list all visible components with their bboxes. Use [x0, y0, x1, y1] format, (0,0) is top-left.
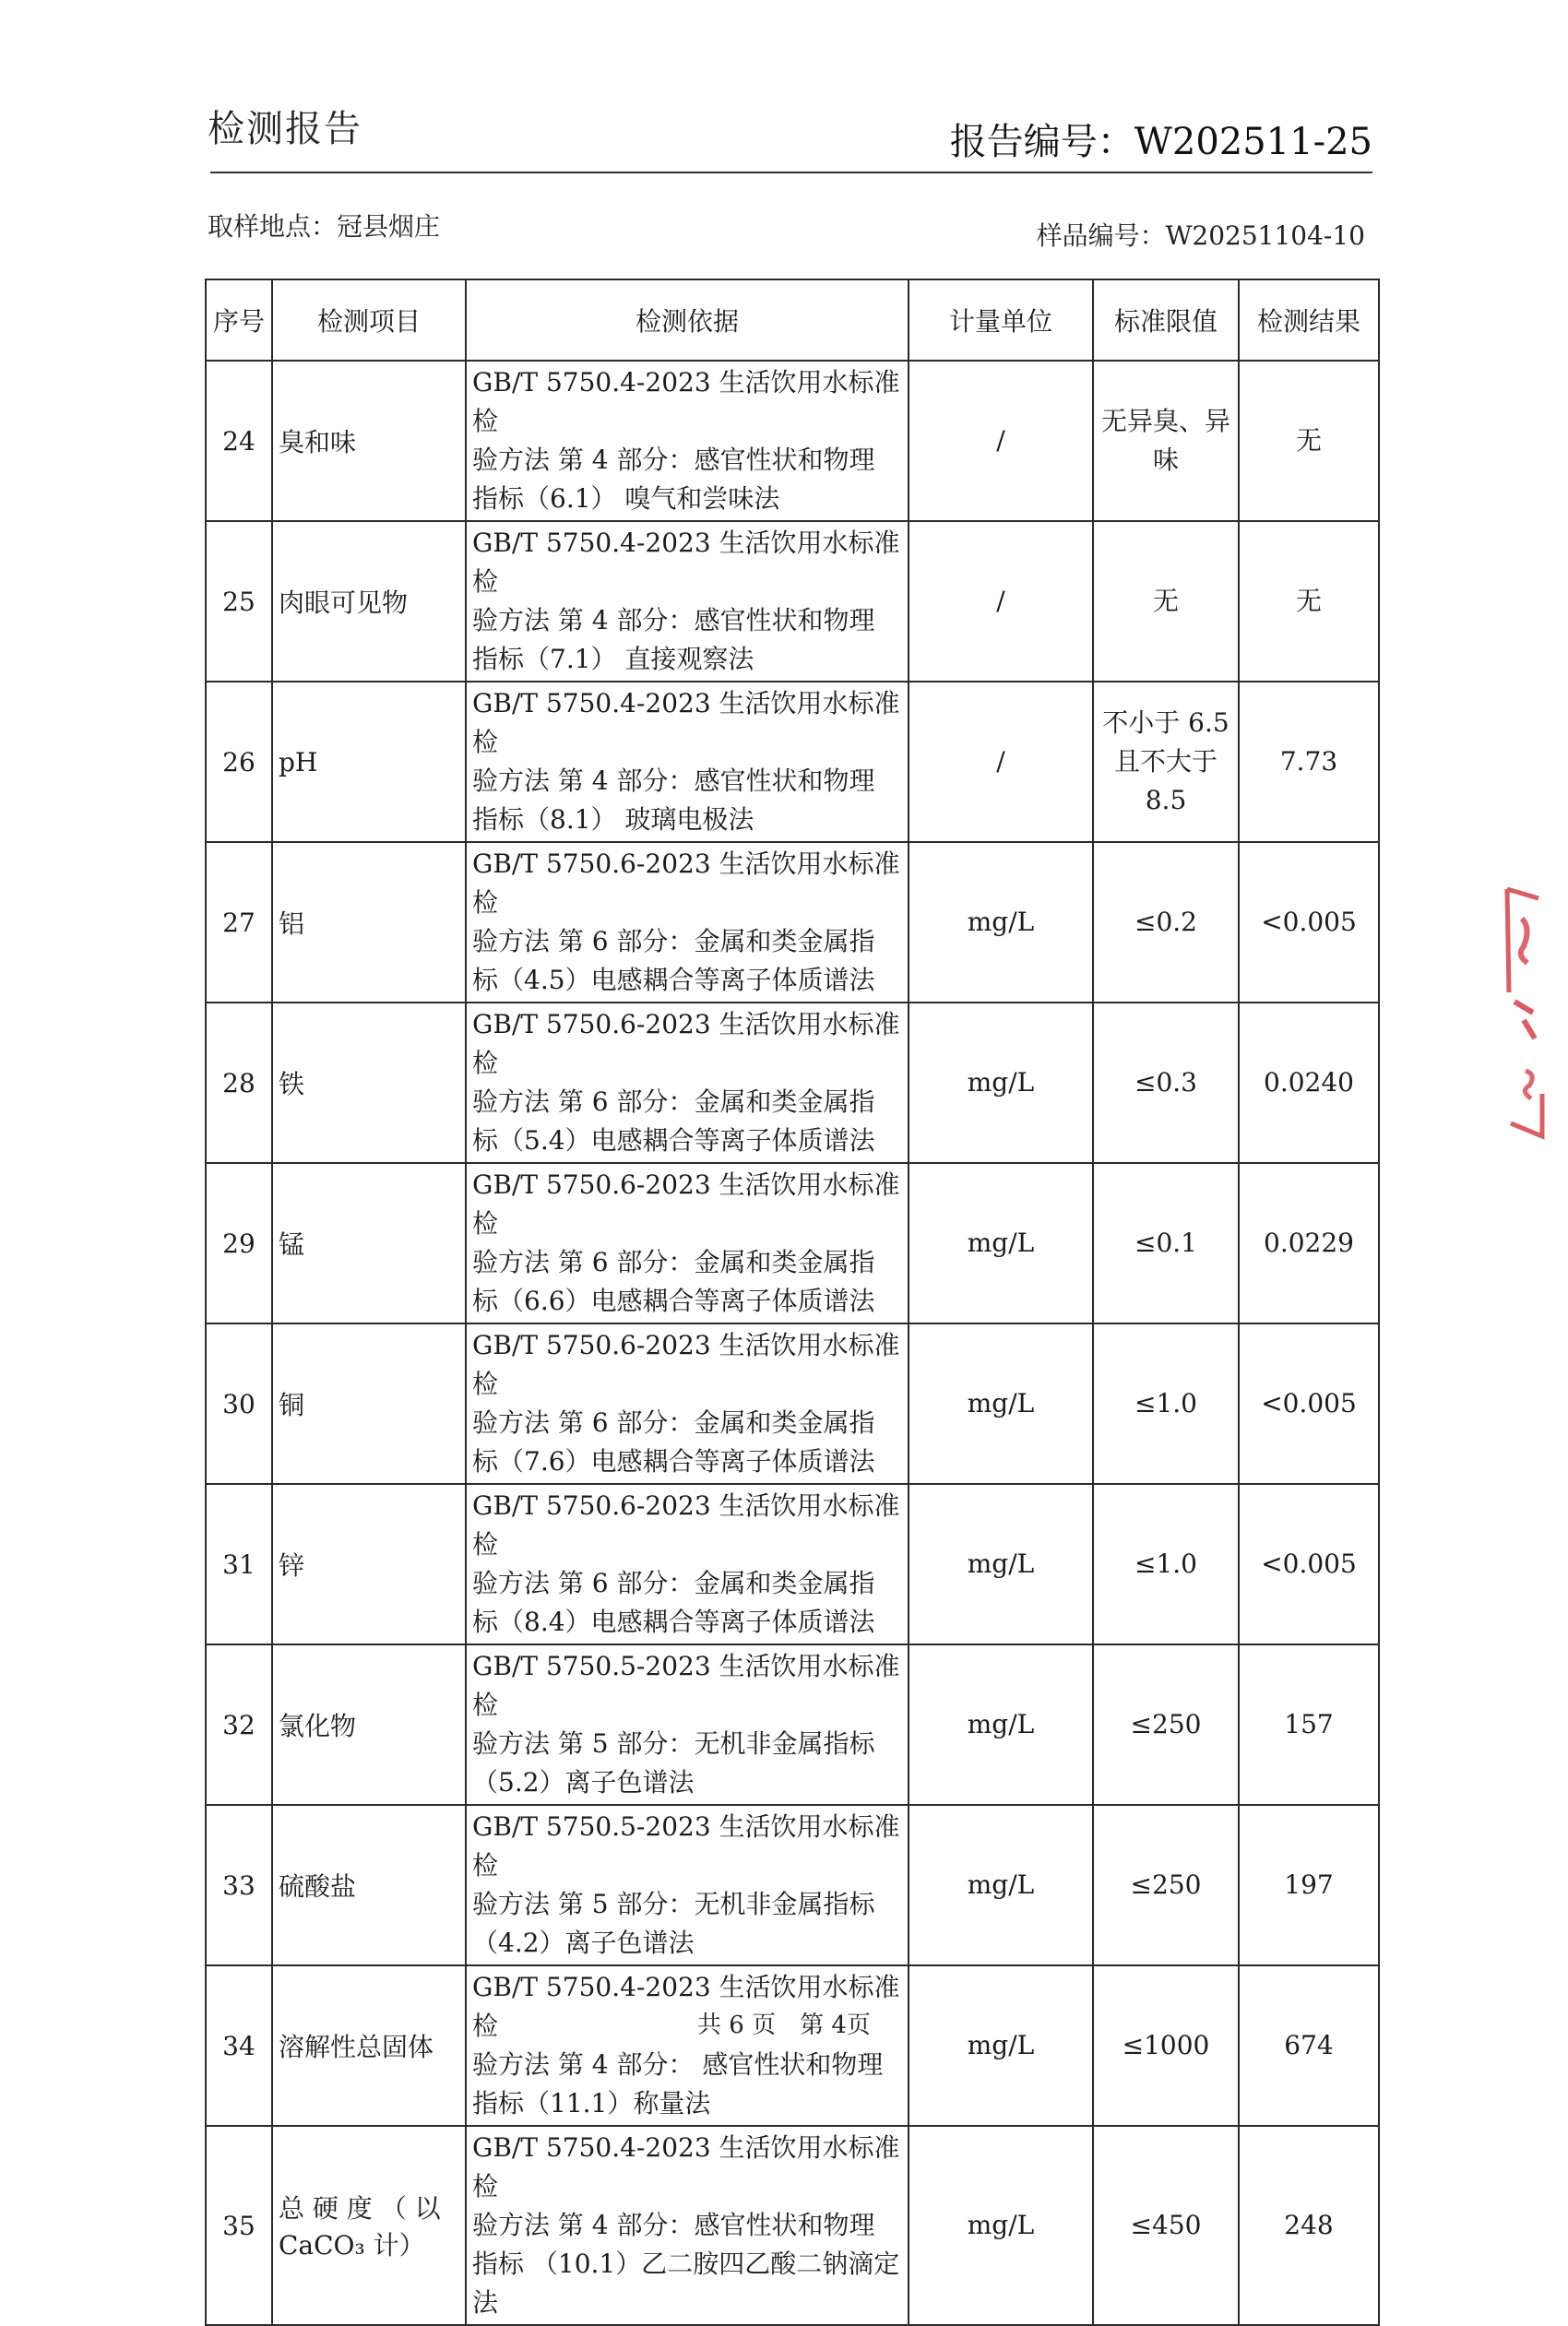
basis-line: 验方法 第 4 部分：感官性状和物理: [472, 445, 875, 475]
limit-line: ≤0.3: [1134, 1067, 1197, 1098]
row-item: 锌: [272, 1484, 466, 1644]
basis-line: GB/T 5750.6-2023 生活饮用水标准检: [472, 1490, 900, 1560]
basis-line: 验方法 第 5 部分：无机非金属指标: [472, 1728, 875, 1759]
row-limit: [1093, 842, 1239, 1003]
row-number: 28: [206, 1003, 272, 1163]
row-unit: mg/L: [909, 1323, 1093, 1484]
table-row: [206, 1965, 1379, 2126]
row-basis: [466, 842, 909, 1003]
row-basis: [466, 1805, 909, 1965]
basis-line: GB/T 5750.4-2023 生活饮用水标准检: [472, 688, 900, 757]
limit-line: ≤1.0: [1134, 1388, 1197, 1418]
limit-line: 味: [1152, 445, 1179, 475]
basis-line: GB/T 5750.4-2023 生活饮用水标准检: [472, 367, 900, 436]
limit-line: ≤0.2: [1134, 907, 1197, 937]
report-number: 报告编号：W202511-25: [949, 121, 1372, 163]
basis-line: GB/T 5750.4-2023 生活饮用水标准检: [472, 1972, 900, 2041]
basis-line: GB/T 5750.6-2023 生活饮用水标准检: [472, 1009, 900, 1078]
basis-line: 验方法 第 4 部分：感官性状和物理: [472, 605, 875, 635]
row-number: 34: [206, 1965, 272, 2126]
sample-number: 样品编号：W20251104-10: [1036, 220, 1365, 251]
row-result: 197: [1239, 1805, 1379, 1965]
row-limit: [1093, 1644, 1239, 1805]
row-unit: mg/L: [909, 1965, 1093, 2126]
row-limit: [1093, 1805, 1239, 1965]
basis-line: 指标 （10.1）乙二胺四乙酸二钠滴定: [472, 2249, 900, 2279]
row-basis: [466, 521, 909, 682]
row-limit: [1093, 682, 1239, 842]
limit-line: ≤1.0: [1134, 1549, 1197, 1579]
row-limit: [1093, 521, 1239, 682]
row-basis: [466, 2126, 909, 2325]
row-result: <0.005: [1239, 1323, 1379, 1484]
row-limit: [1093, 361, 1239, 521]
row-unit: mg/L: [909, 1805, 1093, 1965]
basis-line: 指标（8.1） 玻璃电极法: [472, 804, 754, 835]
row-limit: [1093, 1323, 1239, 1484]
row-result: 0.0229: [1239, 1163, 1379, 1323]
limit-line: ≤0.1: [1134, 1228, 1197, 1258]
row-unit: /: [909, 682, 1093, 842]
header-no: 序号: [206, 279, 272, 361]
basis-line: 验方法 第 6 部分：金属和类金属指: [472, 1568, 875, 1598]
table-row: [206, 1003, 1379, 1163]
limit-line: ≤450: [1130, 2210, 1202, 2240]
limit-line: 不小于 6.5: [1102, 707, 1229, 738]
table-row: [206, 2126, 1379, 2325]
row-result: 无: [1239, 521, 1379, 682]
row-limit: [1093, 1163, 1239, 1323]
basis-line: 标（8.4）电感耦合等离子体质谱法: [472, 1607, 875, 1637]
row-unit: mg/L: [909, 1003, 1093, 1163]
sampling-location: 取样地点：冠县烟庄: [208, 211, 441, 242]
row-result: 7.73: [1239, 682, 1379, 842]
row-number: 24: [206, 361, 272, 521]
limit-line: 且不大于: [1113, 746, 1218, 777]
basis-line: GB/T 5750.4-2023 生活饮用水标准检: [472, 2132, 900, 2201]
basis-line: GB/T 5750.5-2023 生活饮用水标准检: [472, 1811, 900, 1881]
basis-line: 标（5.4）电感耦合等离子体质谱法: [472, 1125, 875, 1156]
basis-line: GB/T 5750.5-2023 生活饮用水标准检: [472, 1651, 900, 1720]
row-item: 铜: [272, 1323, 466, 1484]
table-row: [206, 361, 1379, 521]
row-number: 27: [206, 842, 272, 1003]
basis-line: 验方法 第 4 部分：感官性状和物理: [472, 765, 875, 796]
row-result: 0.0240: [1239, 1003, 1379, 1163]
row-limit: [1093, 2126, 1239, 2325]
limit-line: 无: [1152, 586, 1179, 616]
basis-line: 标（4.5）电感耦合等离子体质谱法: [472, 965, 875, 995]
row-result: <0.005: [1239, 842, 1379, 1003]
row-number: 26: [206, 682, 272, 842]
table-header-row: [206, 279, 1379, 361]
row-basis: [466, 1323, 909, 1484]
basis-line: 验方法 第 6 部分：金属和类金属指: [472, 1247, 875, 1277]
row-item: 锰: [272, 1163, 466, 1323]
row-basis: [466, 1965, 909, 2126]
row-item: 肉眼可见物: [272, 521, 466, 682]
header-basis: 检测依据: [466, 279, 909, 361]
limit-line: ≤250: [1130, 1869, 1202, 1900]
page-footer: 共 6 页 第 4页: [697, 2012, 871, 2039]
basis-line: 验方法 第 5 部分：无机非金属指标: [472, 1889, 875, 1919]
table-row: [206, 1805, 1379, 1965]
table-row: [206, 842, 1379, 1003]
limit-line: 无异臭、异: [1100, 406, 1230, 436]
basis-line: 法: [472, 2287, 499, 2318]
basis-line: （4.2）离子色谱法: [472, 1928, 695, 1958]
row-result: <0.005: [1239, 1484, 1379, 1644]
basis-line: 标（6.6）电感耦合等离子体质谱法: [472, 1286, 875, 1316]
row-number: 29: [206, 1163, 272, 1323]
basis-line: 指标（6.1） 嗅气和尝味法: [472, 483, 780, 514]
basis-line: 标（7.6）电感耦合等离子体质谱法: [472, 1446, 875, 1477]
row-item: 硫酸盐: [272, 1805, 466, 1965]
row-unit: /: [909, 361, 1093, 521]
row-number: 35: [206, 2126, 272, 2325]
row-result: 无: [1239, 361, 1379, 521]
basis-line: GB/T 5750.6-2023 生活饮用水标准检: [472, 1169, 900, 1239]
basis-line: 验方法 第 6 部分：金属和类金属指: [472, 1407, 875, 1438]
basis-line: 指标（7.1） 直接观察法: [472, 644, 754, 674]
row-unit: mg/L: [909, 842, 1093, 1003]
row-basis: [466, 1484, 909, 1644]
row-unit: mg/L: [909, 1644, 1093, 1805]
limit-line: ≤250: [1130, 1709, 1202, 1739]
row-basis: [466, 1003, 909, 1163]
basis-line: GB/T 5750.4-2023 生活饮用水标准检: [472, 528, 900, 597]
row-number: 32: [206, 1644, 272, 1805]
row-number: 25: [206, 521, 272, 682]
header-item: 检测项目: [272, 279, 466, 361]
report-title: 检测报告: [208, 108, 362, 150]
row-result: 674: [1239, 1965, 1379, 2126]
header-result: 检测结果: [1239, 279, 1379, 361]
row-number: 33: [206, 1805, 272, 1965]
row-unit: mg/L: [909, 1484, 1093, 1644]
row-item: 氯化物: [272, 1644, 466, 1805]
basis-line: GB/T 5750.6-2023 生活饮用水标准检: [472, 849, 900, 918]
row-basis: [466, 361, 909, 521]
row-unit: mg/L: [909, 2126, 1093, 2325]
row-item: 铁: [272, 1003, 466, 1163]
row-unit: mg/L: [909, 1163, 1093, 1323]
header-unit: 计量单位: [909, 279, 1093, 361]
row-result: 248: [1239, 2126, 1379, 2325]
row-item: 臭和味: [272, 361, 466, 521]
row-basis: [466, 1163, 909, 1323]
basis-line: 验方法 第 6 部分：金属和类金属指: [472, 1086, 875, 1117]
table-row: [206, 1323, 1379, 1484]
table-row: [206, 682, 1379, 842]
row-basis: [466, 682, 909, 842]
row-item: 溶解性总固体: [272, 1965, 466, 2126]
row-unit: /: [909, 521, 1093, 682]
basis-line: （5.2）离子色谱法: [472, 1767, 695, 1798]
row-limit: [1093, 1484, 1239, 1644]
row-limit: [1093, 1965, 1239, 2126]
table-row: [206, 1484, 1379, 1644]
basis-line: GB/T 5750.6-2023 生活饮用水标准检: [472, 1330, 900, 1399]
row-limit: [1093, 1003, 1239, 1163]
row-number: 30: [206, 1323, 272, 1484]
basis-line: 验方法 第 4 部分：感官性状和物理: [472, 2210, 875, 2240]
row-item: 总 硬 度 （ 以 CaCO₃ 计）: [272, 2126, 466, 2325]
row-basis: [466, 1644, 909, 1805]
row-number: 31: [206, 1484, 272, 1644]
red-seal-stamp-fragment: [1502, 882, 1548, 1158]
header-limit: 标准限值: [1093, 279, 1239, 361]
table-row: [206, 1644, 1379, 1805]
header-divider: [210, 172, 1372, 173]
table-row: [206, 521, 1379, 682]
limit-line: ≤1000: [1122, 2030, 1210, 2060]
limit-line: 8.5: [1145, 785, 1187, 815]
row-item: 铝: [272, 842, 466, 1003]
row-item: pH: [272, 682, 466, 842]
row-result: 157: [1239, 1644, 1379, 1805]
table-row: [206, 1163, 1379, 1323]
basis-line: 验方法 第 4 部分： 感官性状和物理: [472, 2049, 884, 2080]
basis-line: 指标（11.1）称量法: [472, 2088, 711, 2118]
basis-line: 验方法 第 6 部分：金属和类金属指: [472, 926, 875, 956]
